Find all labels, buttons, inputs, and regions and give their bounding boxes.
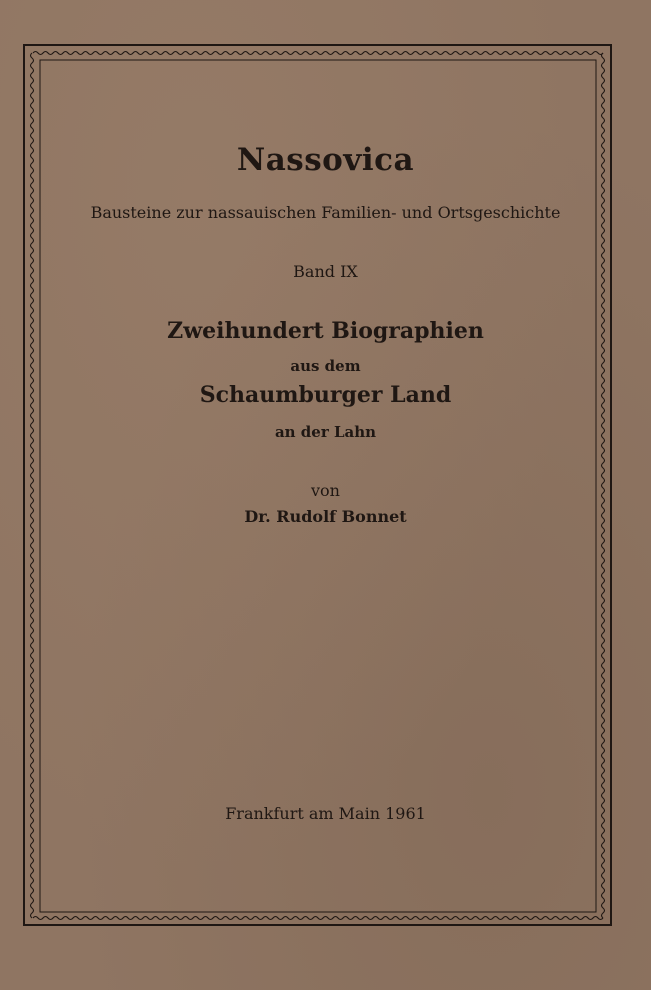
book-title-line-3: Schaumburger Land	[199, 382, 452, 408]
book-title-line-4: an der Lahn	[274, 423, 377, 441]
wave-border-top	[33, 52, 603, 55]
series-title: Nassovica	[236, 142, 415, 178]
imprint-line: Frankfurt am Main 1961	[225, 804, 426, 823]
series-subtitle: Bausteine zur nassauischen Familien- und Ortsgeschichte	[90, 203, 561, 222]
book-title-line-1: Zweihundert Biographien	[167, 318, 484, 344]
wave-border-bottom	[33, 917, 603, 920]
book-title-line-2: aus dem	[290, 357, 361, 375]
volume-label: Band IX	[293, 262, 358, 281]
by-label: von	[311, 481, 340, 500]
author-name: Dr. Rudolf Bonnet	[244, 507, 407, 526]
